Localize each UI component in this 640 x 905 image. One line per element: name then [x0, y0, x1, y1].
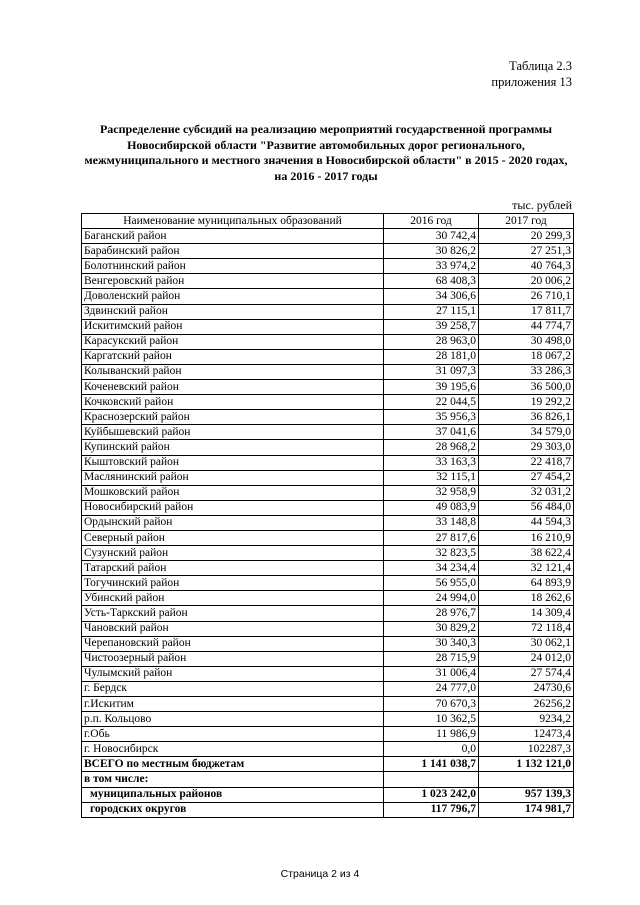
value-2017: 29 303,0 [479, 440, 574, 455]
table-row [82, 380, 574, 395]
row-label: Северный район [82, 530, 384, 545]
row-label: Венгеровский район [82, 274, 384, 289]
table-row [82, 229, 574, 244]
value-2016: 32 115,1 [384, 470, 479, 485]
table-row [82, 697, 574, 712]
table-row [82, 530, 574, 545]
value-2016: 24 994,0 [384, 591, 479, 606]
value-2016: 35 956,3 [384, 410, 479, 425]
document-title [80, 122, 572, 184]
value-2017: 26256,2 [479, 697, 574, 712]
table-row [82, 470, 574, 485]
title-line: межмуниципального и местного значения в Новосибирской области" в 2015 - 2020 годах, [84, 153, 568, 167]
table-row [82, 546, 574, 561]
including-row [82, 772, 574, 787]
row-label: Коченевский район [82, 380, 384, 395]
title-line: Распределение субсидий на реализацию мероприятий государственной программы [99, 122, 553, 136]
value-2016: 1 023 242,0 [384, 787, 479, 802]
row-label: Татарский район [82, 561, 384, 576]
table-row [82, 244, 574, 259]
row-label: Кочковский район [82, 395, 384, 410]
table-row [82, 651, 574, 666]
value-2016: 31 097,3 [384, 364, 479, 379]
value-2017: 20 299,3 [479, 229, 574, 244]
value-2017: 16 210,9 [479, 530, 574, 545]
units-label: тыс. рублей [512, 198, 572, 212]
row-label: Кыштовский район [82, 455, 384, 470]
value-2016: 28 968,2 [384, 440, 479, 455]
subtotal-row [82, 802, 574, 817]
value-2016 [384, 772, 479, 787]
table-row [82, 515, 574, 530]
total-row [82, 757, 574, 772]
title-line: Новосибирской области "Развитие автомобильных дорог регионального, [127, 137, 525, 152]
value-2016: 33 148,8 [384, 515, 479, 530]
value-2017: 24 012,0 [479, 651, 574, 666]
table-row [82, 606, 574, 621]
table-row [82, 319, 574, 334]
value-2017: 102287,3 [479, 742, 574, 757]
table-row [82, 455, 574, 470]
row-label: Усть-Таркский район [82, 606, 384, 621]
table-row [82, 576, 574, 591]
appendix-label: приложения 13 [491, 75, 572, 89]
row-label: г.Искитим [82, 697, 384, 712]
value-2017: 30 498,0 [479, 334, 574, 349]
table-row [82, 636, 574, 651]
value-2017: 957 139,3 [479, 787, 574, 802]
table-row [82, 334, 574, 349]
column-header-2017: 2017 год [479, 214, 574, 229]
table-number: Таблица 2.3 [509, 59, 572, 73]
row-label: Мошковский район [82, 485, 384, 500]
value-2017: 27 454,2 [479, 470, 574, 485]
table-row [82, 289, 574, 304]
table-row [82, 500, 574, 515]
value-2017: 24730,6 [479, 681, 574, 696]
table-row [82, 561, 574, 576]
value-2016: 70 670,3 [384, 697, 479, 712]
column-header-2016: 2016 год [384, 214, 479, 229]
value-2016: 32 958,9 [384, 485, 479, 500]
row-label: г. Новосибирск [82, 742, 384, 757]
value-2016: 27 817,6 [384, 530, 479, 545]
table-row [82, 425, 574, 440]
table-row [82, 364, 574, 379]
value-2016: 39 258,7 [384, 319, 479, 334]
value-2016: 33 974,2 [384, 259, 479, 274]
value-2016: 30 742,4 [384, 229, 479, 244]
table-row [82, 681, 574, 696]
value-2017: 56 484,0 [479, 500, 574, 515]
value-2016: 1 141 038,7 [384, 757, 479, 772]
value-2017: 27 251,3 [479, 244, 574, 259]
column-header-name: Наименование муниципальных образований [82, 214, 384, 229]
value-2017: 20 006,2 [479, 274, 574, 289]
value-2017: 27 574,4 [479, 666, 574, 681]
title-line: на 2016 - 2017 годы [274, 168, 378, 183]
value-2017: 33 286,3 [479, 364, 574, 379]
value-2016: 27 115,1 [384, 304, 479, 319]
page-footer: Страница 2 из 4 [280, 868, 360, 880]
row-label: Тогучинский район [82, 576, 384, 591]
value-2016: 0,0 [384, 742, 479, 757]
table-row [82, 349, 574, 364]
value-2017: 9234,2 [479, 712, 574, 727]
value-2016: 28 181,0 [384, 349, 479, 364]
row-label: Убинский район [82, 591, 384, 606]
value-2016: 56 955,0 [384, 576, 479, 591]
value-2017: 64 893,9 [479, 576, 574, 591]
row-label: Краснозерский район [82, 410, 384, 425]
row-label: Барабинский район [82, 244, 384, 259]
value-2016: 28 976,7 [384, 606, 479, 621]
row-label: Каргатский район [82, 349, 384, 364]
value-2016: 37 041,6 [384, 425, 479, 440]
table-row [82, 727, 574, 742]
row-label: Маслянинский район [82, 470, 384, 485]
subsidy-table [81, 213, 574, 818]
value-2016: 49 083,9 [384, 500, 479, 515]
row-label: г. Бердск [82, 681, 384, 696]
row-label: Чулымский район [82, 666, 384, 681]
table-header-row [82, 214, 574, 229]
value-2017: 174 981,7 [479, 802, 574, 817]
value-2016: 68 408,3 [384, 274, 479, 289]
table-row [82, 742, 574, 757]
value-2017: 36 826,1 [479, 410, 574, 425]
value-2016: 11 986,9 [384, 727, 479, 742]
row-label: Баганский район [82, 229, 384, 244]
table-row [82, 410, 574, 425]
value-2017: 1 132 121,0 [479, 757, 574, 772]
row-label: р.п. Кольцово [82, 712, 384, 727]
subtotal-row [82, 787, 574, 802]
row-label: ВСЕГО по местным бюджетам [82, 757, 384, 772]
table-row [82, 304, 574, 319]
row-label: Новосибирский район [82, 500, 384, 515]
table-body [82, 229, 574, 818]
value-2016: 30 826,2 [384, 244, 479, 259]
value-2017: 18 262,6 [479, 591, 574, 606]
row-label: Чановский район [82, 621, 384, 636]
value-2016: 30 829,2 [384, 621, 479, 636]
table-row [82, 274, 574, 289]
value-2017: 17 811,7 [479, 304, 574, 319]
table-row [82, 591, 574, 606]
value-2017: 19 292,2 [479, 395, 574, 410]
value-2016: 32 823,5 [384, 546, 479, 561]
value-2017: 14 309,4 [479, 606, 574, 621]
row-label: Болотнинский район [82, 259, 384, 274]
table-row [82, 712, 574, 727]
value-2016: 33 163,3 [384, 455, 479, 470]
row-label: Сузунский район [82, 546, 384, 561]
row-label: Купинский район [82, 440, 384, 455]
value-2016: 28 715,9 [384, 651, 479, 666]
value-2016: 39 195,6 [384, 380, 479, 395]
value-2017 [479, 772, 574, 787]
row-label: Ордынский район [82, 515, 384, 530]
value-2016: 30 340,3 [384, 636, 479, 651]
value-2017: 32 031,2 [479, 485, 574, 500]
value-2017: 72 118,4 [479, 621, 574, 636]
value-2017: 32 121,4 [479, 561, 574, 576]
row-label: Черепановский район [82, 636, 384, 651]
value-2016: 28 963,0 [384, 334, 479, 349]
row-label: городских округов [82, 802, 384, 817]
value-2017: 26 710,1 [479, 289, 574, 304]
value-2017: 44 594,3 [479, 515, 574, 530]
value-2016: 34 306,6 [384, 289, 479, 304]
row-label: Доволенский район [82, 289, 384, 304]
row-label: Куйбышевский район [82, 425, 384, 440]
value-2017: 30 062,1 [479, 636, 574, 651]
table-row [82, 259, 574, 274]
row-label: г.Обь [82, 727, 384, 742]
table-row [82, 440, 574, 455]
value-2017: 34 579,0 [479, 425, 574, 440]
table-row [82, 485, 574, 500]
row-label: в том числе: [82, 772, 384, 787]
value-2016: 22 044,5 [384, 395, 479, 410]
row-label: Чистоозерный район [82, 651, 384, 666]
value-2016: 31 006,4 [384, 666, 479, 681]
value-2016: 34 234,4 [384, 561, 479, 576]
value-2017: 36 500,0 [479, 380, 574, 395]
value-2017: 12473,4 [479, 727, 574, 742]
row-label: Карасукский район [82, 334, 384, 349]
value-2017: 38 622,4 [479, 546, 574, 561]
row-label: Колыванский район [82, 364, 384, 379]
value-2017: 22 418,7 [479, 455, 574, 470]
row-label: Здвинский район [82, 304, 384, 319]
value-2017: 44 774,7 [479, 319, 574, 334]
value-2017: 18 067,2 [479, 349, 574, 364]
value-2016: 117 796,7 [384, 802, 479, 817]
value-2017: 40 764,3 [479, 259, 574, 274]
row-label: Искитимский район [82, 319, 384, 334]
value-2016: 10 362,5 [384, 712, 479, 727]
table-row [82, 666, 574, 681]
table-row [82, 395, 574, 410]
table-row [82, 621, 574, 636]
row-label: муниципальных районов [82, 787, 384, 802]
value-2016: 24 777,0 [384, 681, 479, 696]
